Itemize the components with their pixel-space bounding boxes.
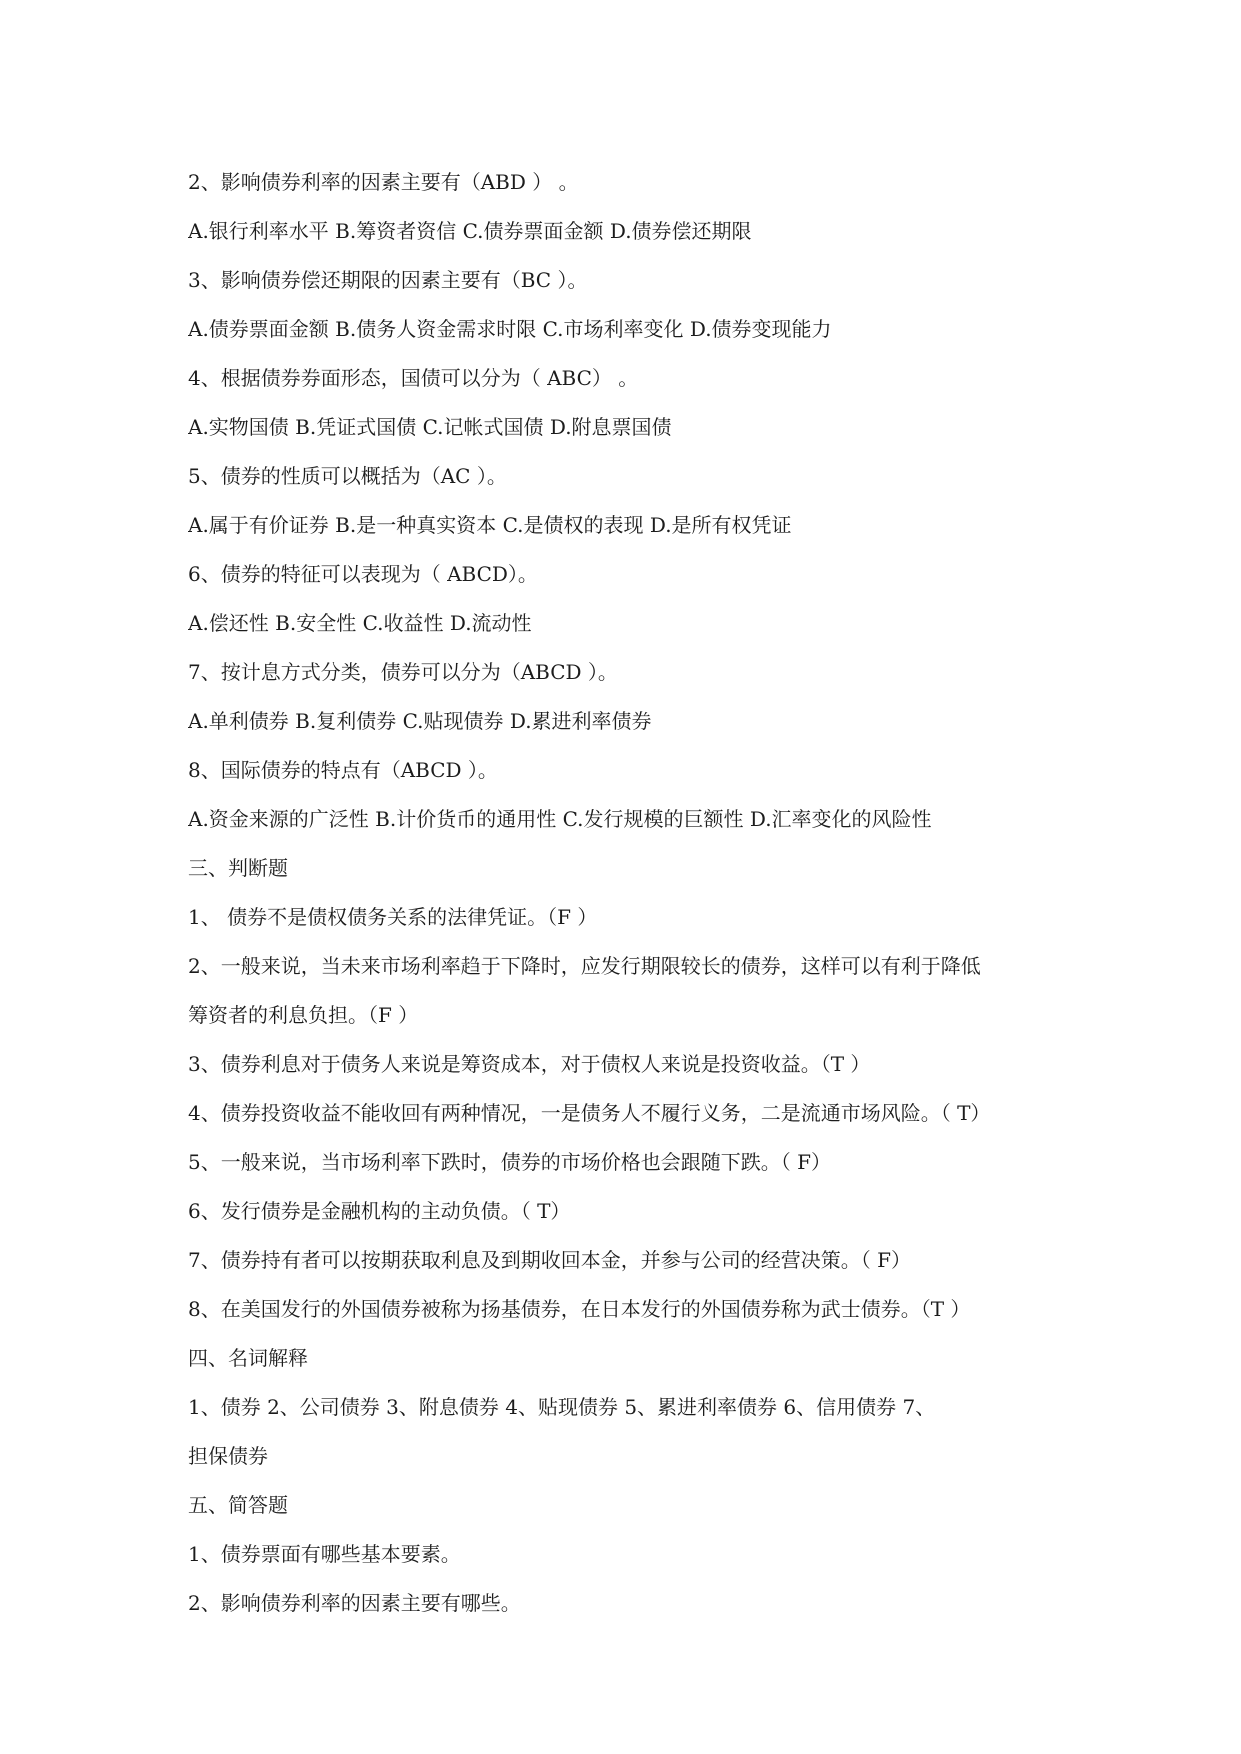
judgement-item-5: 5、一般来说，当市场利率下跌时，债券的市场价格也会跟随下跌。（ F） bbox=[188, 1150, 831, 1174]
short-answer-item-2: 2、影响债券利率的因素主要有哪些。 bbox=[188, 1591, 521, 1615]
short-answer-item-1: 1、债券票面有哪些基本要素。 bbox=[188, 1542, 461, 1566]
question-4-options: A.实物国债 B.凭证式国债 C.记帐式国债 D.附息票国债 bbox=[188, 415, 672, 439]
section-heading-judgement: 三、判断题 bbox=[188, 856, 288, 880]
document-body bbox=[188, 158, 1068, 1628]
judgement-item-2-continued: 筹资者的利息负担。（F ） bbox=[188, 1003, 419, 1027]
question-7-options: A.单利债券 B.复利债券 C.贴现债券 D.累进利率债券 bbox=[188, 709, 652, 733]
question-6-options: A.偿还性 B.安全性 C.收益性 D.流动性 bbox=[188, 611, 532, 635]
section-heading-short-answer: 五、简答题 bbox=[188, 1493, 288, 1517]
judgement-item-8: 8、在美国发行的外国债券被称为扬基债券，在日本发行的外国债券称为武士债券。（T ） bbox=[188, 1297, 971, 1321]
terms-list-continued: 担保债券 bbox=[188, 1444, 268, 1468]
section-heading-terms: 四、名词解释 bbox=[188, 1346, 308, 1370]
question-5-options: A.属于有价证券 B.是一种真实资本 C.是债权的表现 D.是所有权凭证 bbox=[188, 513, 792, 537]
judgement-item-3: 3、债券利息对于债务人来说是筹资成本，对于债权人来说是投资收益。（T ） bbox=[188, 1052, 871, 1076]
question-2-options: A.银行利率水平 B.筹资者资信 C.债券票面金额 D.债券偿还期限 bbox=[188, 219, 752, 243]
question-6-line: 6、债券的特征可以表现为（ ABCD）。 bbox=[188, 562, 538, 586]
question-7-line: 7、按计息方式分类，债券可以分为（ABCD ）。 bbox=[188, 660, 618, 684]
question-3-options: A.债券票面金额 B.债务人资金需求时限 C.市场利率变化 D.债券变现能力 bbox=[188, 317, 832, 341]
judgement-item-7: 7、债券持有者可以按期获取利息及到期收回本金，并参与公司的经营决策。（ F） bbox=[188, 1248, 911, 1272]
judgement-item-4: 4、债券投资收益不能收回有两种情况，一是债务人不履行义务，二是流通市场风险。（ T） bbox=[188, 1101, 991, 1125]
question-2-line: 2、影响债券利率的因素主要有（ABD ） 。 bbox=[188, 170, 579, 194]
question-8-line: 8、国际债券的特点有（ABCD ）。 bbox=[188, 758, 498, 782]
question-4-line: 4、根据债券券面形态，国债可以分为（ ABC） 。 bbox=[188, 366, 639, 390]
terms-list: 1、债券 2、公司债券 3、附息债券 4、贴现债券 5、累进利率债券 6、信用债券 7、 bbox=[188, 1395, 936, 1419]
judgement-item-1: 1、 债券不是债权债务关系的法律凭证。（F ） bbox=[188, 905, 598, 929]
question-3-line: 3、影响债券偿还期限的因素主要有（BC ）。 bbox=[188, 268, 588, 292]
question-5-line: 5、债券的性质可以概括为（AC ）。 bbox=[188, 464, 507, 488]
question-8-options: A.资金来源的广泛性 B.计价货币的通用性 C.发行规模的巨额性 D.汇率变化的风险性 bbox=[188, 807, 932, 831]
judgement-item-6: 6、发行债券是金融机构的主动负债。（ T） bbox=[188, 1199, 571, 1223]
judgement-item-2: 2、一般来说，当未来市场利率趋于下降时，应发行期限较长的债券，这样可以有利于降低 bbox=[188, 954, 981, 978]
